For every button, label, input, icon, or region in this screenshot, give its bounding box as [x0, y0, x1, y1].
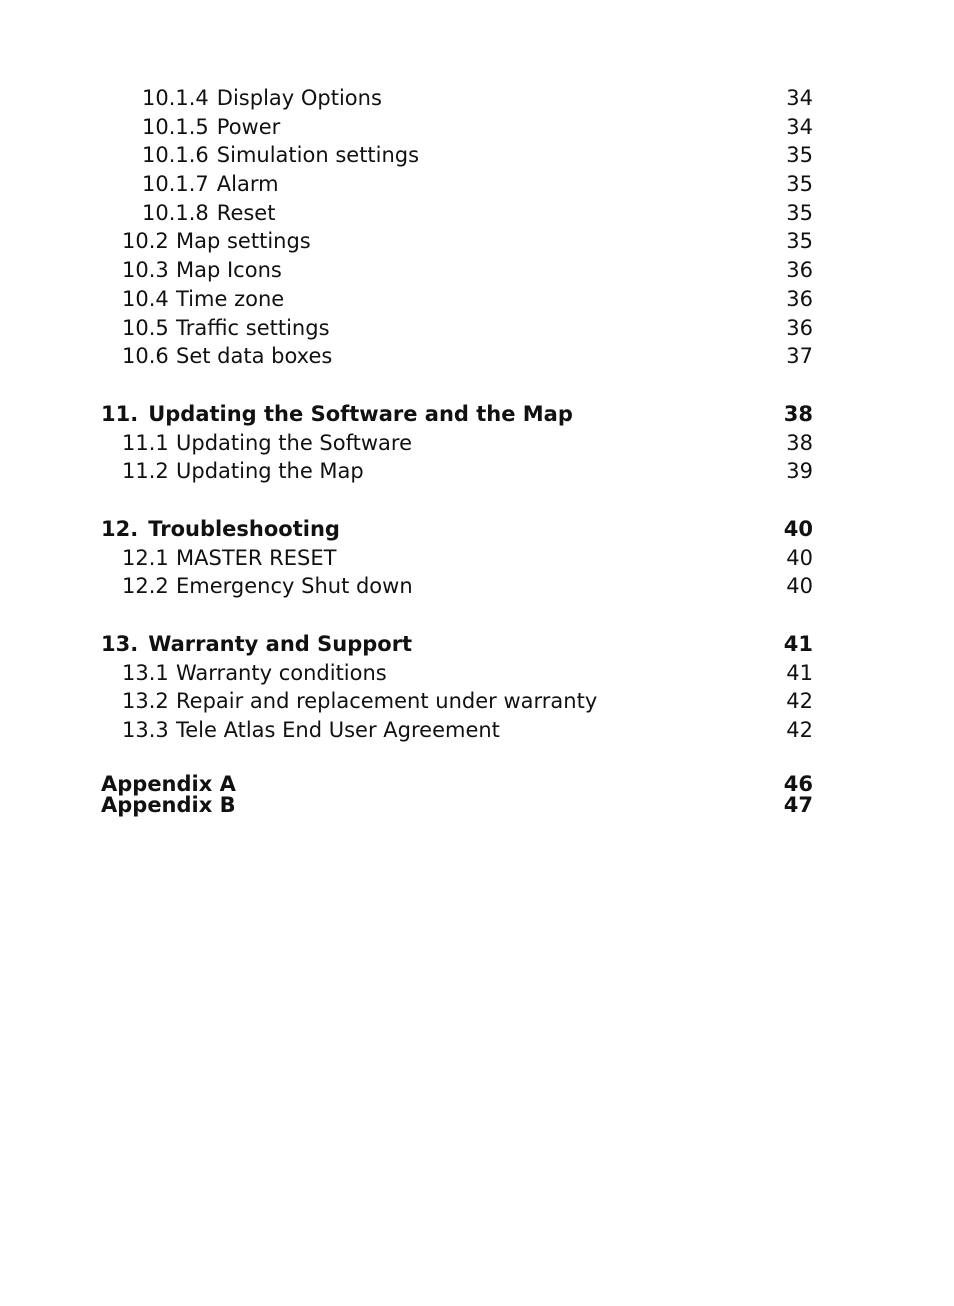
toc-number: 11.2: [122, 459, 169, 484]
toc-number: 10.1.6: [142, 143, 209, 168]
toc-entry-10-4[interactable]: [101, 285, 813, 314]
toc-title: Traffic settings: [176, 315, 330, 340]
toc-title: Map Icons: [176, 258, 282, 283]
toc-number: 11.1: [122, 430, 169, 455]
toc-entry-10-1-8[interactable]: [101, 199, 813, 228]
toc-title: Troubleshooting: [148, 516, 340, 541]
toc-page-number: 41: [786, 660, 813, 685]
toc-page-number: 35: [786, 229, 813, 254]
toc-page-number: 35: [786, 200, 813, 225]
toc-title: Alarm: [216, 172, 279, 197]
toc-entry-12-1[interactable]: [101, 544, 813, 573]
toc-title: MASTER RESET: [176, 545, 337, 570]
toc-page-number: 40: [786, 545, 813, 570]
toc-page-number: 40: [786, 574, 813, 599]
toc-title: Emergency Shut down: [176, 574, 413, 599]
toc-page-number: 35: [786, 143, 813, 168]
toc-page-number: 36: [786, 286, 813, 311]
toc-title: Tele Atlas End User Agreement: [176, 718, 500, 743]
toc-appendix-b[interactable]: [101, 792, 813, 817]
toc-title: Updating the Software and the Map: [148, 401, 573, 426]
toc-number: 12.1: [122, 545, 169, 570]
toc-title: Appendix B: [101, 792, 236, 817]
toc-page-number: 47: [783, 792, 813, 817]
toc-entry-10-3[interactable]: [101, 256, 813, 285]
toc-entry-12-2[interactable]: [101, 572, 813, 601]
toc-title: Warranty and Support: [148, 632, 413, 656]
toc-entry-10-1-6[interactable]: [101, 141, 813, 170]
toc-entry-10-6[interactable]: [101, 342, 813, 371]
toc-page-number: 34: [786, 114, 813, 139]
toc-number: 12.: [101, 516, 139, 541]
toc-page-number: 36: [786, 315, 813, 340]
toc-number: 13.2: [122, 689, 169, 714]
toc-page-number: 38: [786, 430, 813, 455]
toc-title: Display Options: [216, 86, 382, 110]
toc-number: 11.: [101, 401, 139, 426]
toc-page-number: 38: [783, 401, 813, 426]
toc-number: 13.1: [122, 660, 169, 685]
toc-page-number: 42: [786, 718, 813, 743]
toc-page-number: 46: [783, 771, 813, 796]
toc-page-number: 42: [786, 689, 813, 714]
table-of-contents: [101, 84, 813, 816]
toc-entry-11-1[interactable]: [101, 429, 813, 458]
toc-number: 10.2: [122, 229, 169, 254]
toc-chapter-12[interactable]: [101, 515, 813, 544]
toc-page-number: 40: [783, 516, 813, 541]
toc-page-number: 37: [786, 344, 813, 369]
toc-entry-11-2[interactable]: [101, 457, 813, 486]
toc-page-number: 39: [786, 459, 813, 484]
toc-entry-10-1-5[interactable]: [101, 113, 813, 142]
toc-entry-10-5[interactable]: [101, 314, 813, 343]
toc-page-number: 41: [783, 632, 813, 656]
toc-number: 10.4: [122, 286, 169, 311]
toc-title: Warranty conditions: [176, 660, 387, 685]
toc-number: 12.2: [122, 574, 169, 599]
toc-chapter-11[interactable]: [101, 400, 813, 429]
toc-number: 13.: [101, 632, 139, 656]
toc-title: Time zone: [176, 286, 285, 311]
toc-number: 13.3: [122, 718, 169, 743]
toc-number: 10.1.8: [142, 200, 209, 225]
toc-entry-13-1[interactable]: [101, 659, 813, 688]
toc-entry-13-2[interactable]: [101, 687, 813, 716]
toc-title: Appendix A: [101, 771, 236, 796]
toc-entry-10-2[interactable]: [101, 227, 813, 256]
toc-page-number: 35: [786, 172, 813, 197]
toc-chapter-13[interactable]: [101, 630, 813, 659]
toc-title: Repair and replacement under warranty: [176, 689, 598, 714]
toc-appendix-a[interactable]: [101, 771, 813, 796]
toc-number: 10.3: [122, 258, 169, 283]
toc-page-number: 34: [786, 86, 813, 110]
toc-number: 10.1.4: [142, 86, 209, 110]
toc-entry-13-3[interactable]: [101, 716, 813, 745]
toc-title: Map settings: [176, 229, 311, 254]
toc-title: Updating the Software: [176, 430, 412, 455]
toc-title: Simulation settings: [216, 143, 420, 168]
toc-title: Reset: [216, 200, 276, 225]
toc-entry-10-1-7[interactable]: [101, 170, 813, 199]
toc-number: 10.6: [122, 344, 169, 369]
toc-entry-10-1-4[interactable]: [101, 84, 813, 113]
toc-page-number: 36: [786, 258, 813, 283]
toc-title: Power: [216, 114, 281, 139]
toc-title: Set data boxes: [176, 344, 333, 369]
toc-title: Updating the Map: [176, 459, 364, 484]
toc-number: 10.1.7: [142, 172, 209, 197]
toc-number: 10.1.5: [142, 114, 209, 139]
toc-number: 10.5: [122, 315, 169, 340]
